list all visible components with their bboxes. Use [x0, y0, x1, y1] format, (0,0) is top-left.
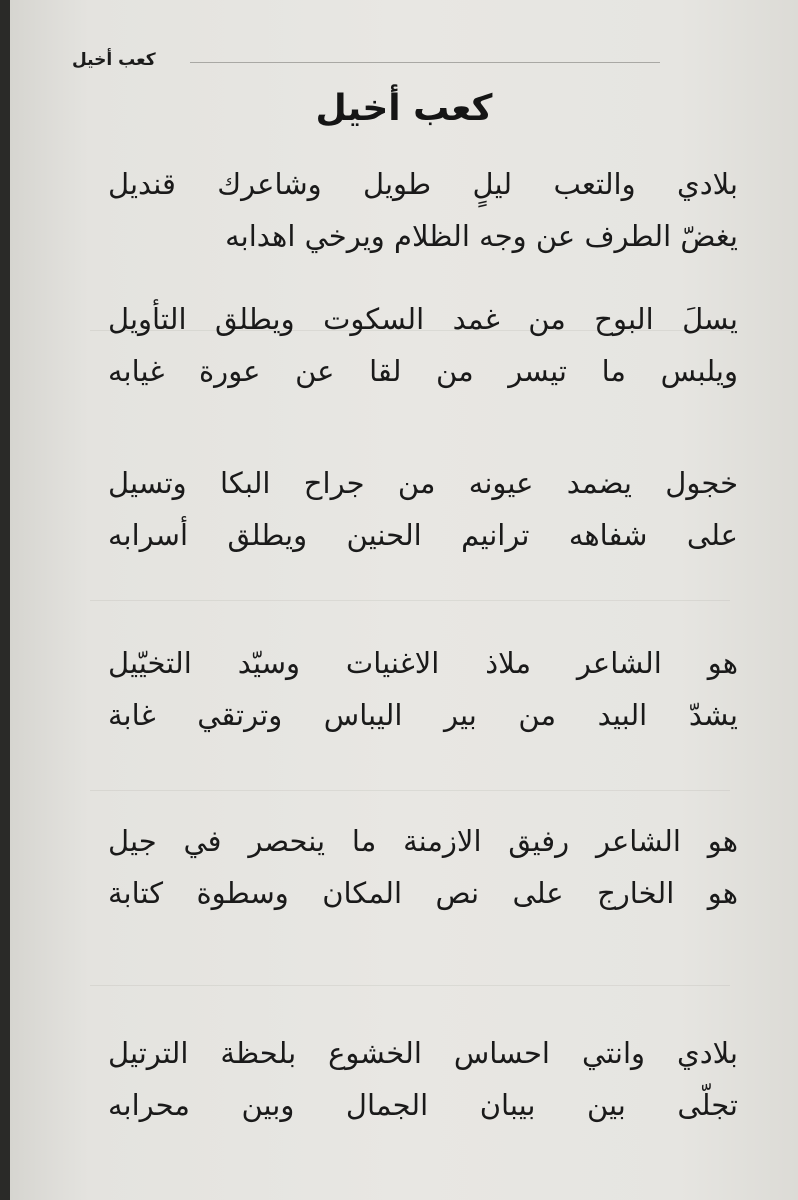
book-page — [10, 0, 798, 1200]
verse-line: بلادي والتعب ليلٍ طويل وشاعرك قنديل — [108, 167, 738, 201]
verse-line: تجلّى بين بيبان الجمال وبين محرابه — [108, 1088, 738, 1122]
verse-line: يغضّ الطرف عن وجه الظلام ويرخي اهدابه — [225, 219, 738, 253]
bleed-through-line — [90, 600, 730, 601]
stanza-5 — [108, 815, 738, 919]
bleed-through-line — [90, 790, 730, 791]
stanza-4 — [108, 637, 738, 741]
poem-title: كعب أخيل — [315, 88, 493, 129]
verse-line: يسلَ البوح من غمد السكوت ويطلق التأويل — [108, 302, 738, 336]
verse-line: يشدّ البيد من بير اليباس وترتقي غابة — [108, 698, 738, 732]
verse-line: هو الشاعر ملاذ الاغنيات وسيّد التخيّيل — [108, 646, 738, 680]
verse-line: هو الخارج على نص المكان وسطوة كتابة — [108, 876, 738, 910]
bleed-through-line — [90, 985, 730, 986]
verse-line: بلادي وانتي احساس الخشوع بلحظة الترتيل — [108, 1036, 738, 1070]
running-head: كعب أخيل — [72, 50, 156, 70]
header-rule — [190, 62, 660, 63]
stanza-1 — [108, 158, 738, 262]
stanza-3 — [108, 457, 738, 561]
verse-line: على شفاهه ترانيم الحنين ويطلق أسرابه — [108, 518, 738, 552]
verse-line: هو الشاعر رفيق الازمنة ما ينحصر في جيل — [108, 824, 738, 858]
stanza-6 — [108, 1027, 738, 1131]
verse-line: ويلبس ما تيسر من لقا عن عورة غيابه — [108, 354, 738, 388]
verse-line: خجول يضمد عيونه من جراح البكا وتسيل — [108, 466, 738, 500]
stanza-2 — [108, 293, 738, 397]
